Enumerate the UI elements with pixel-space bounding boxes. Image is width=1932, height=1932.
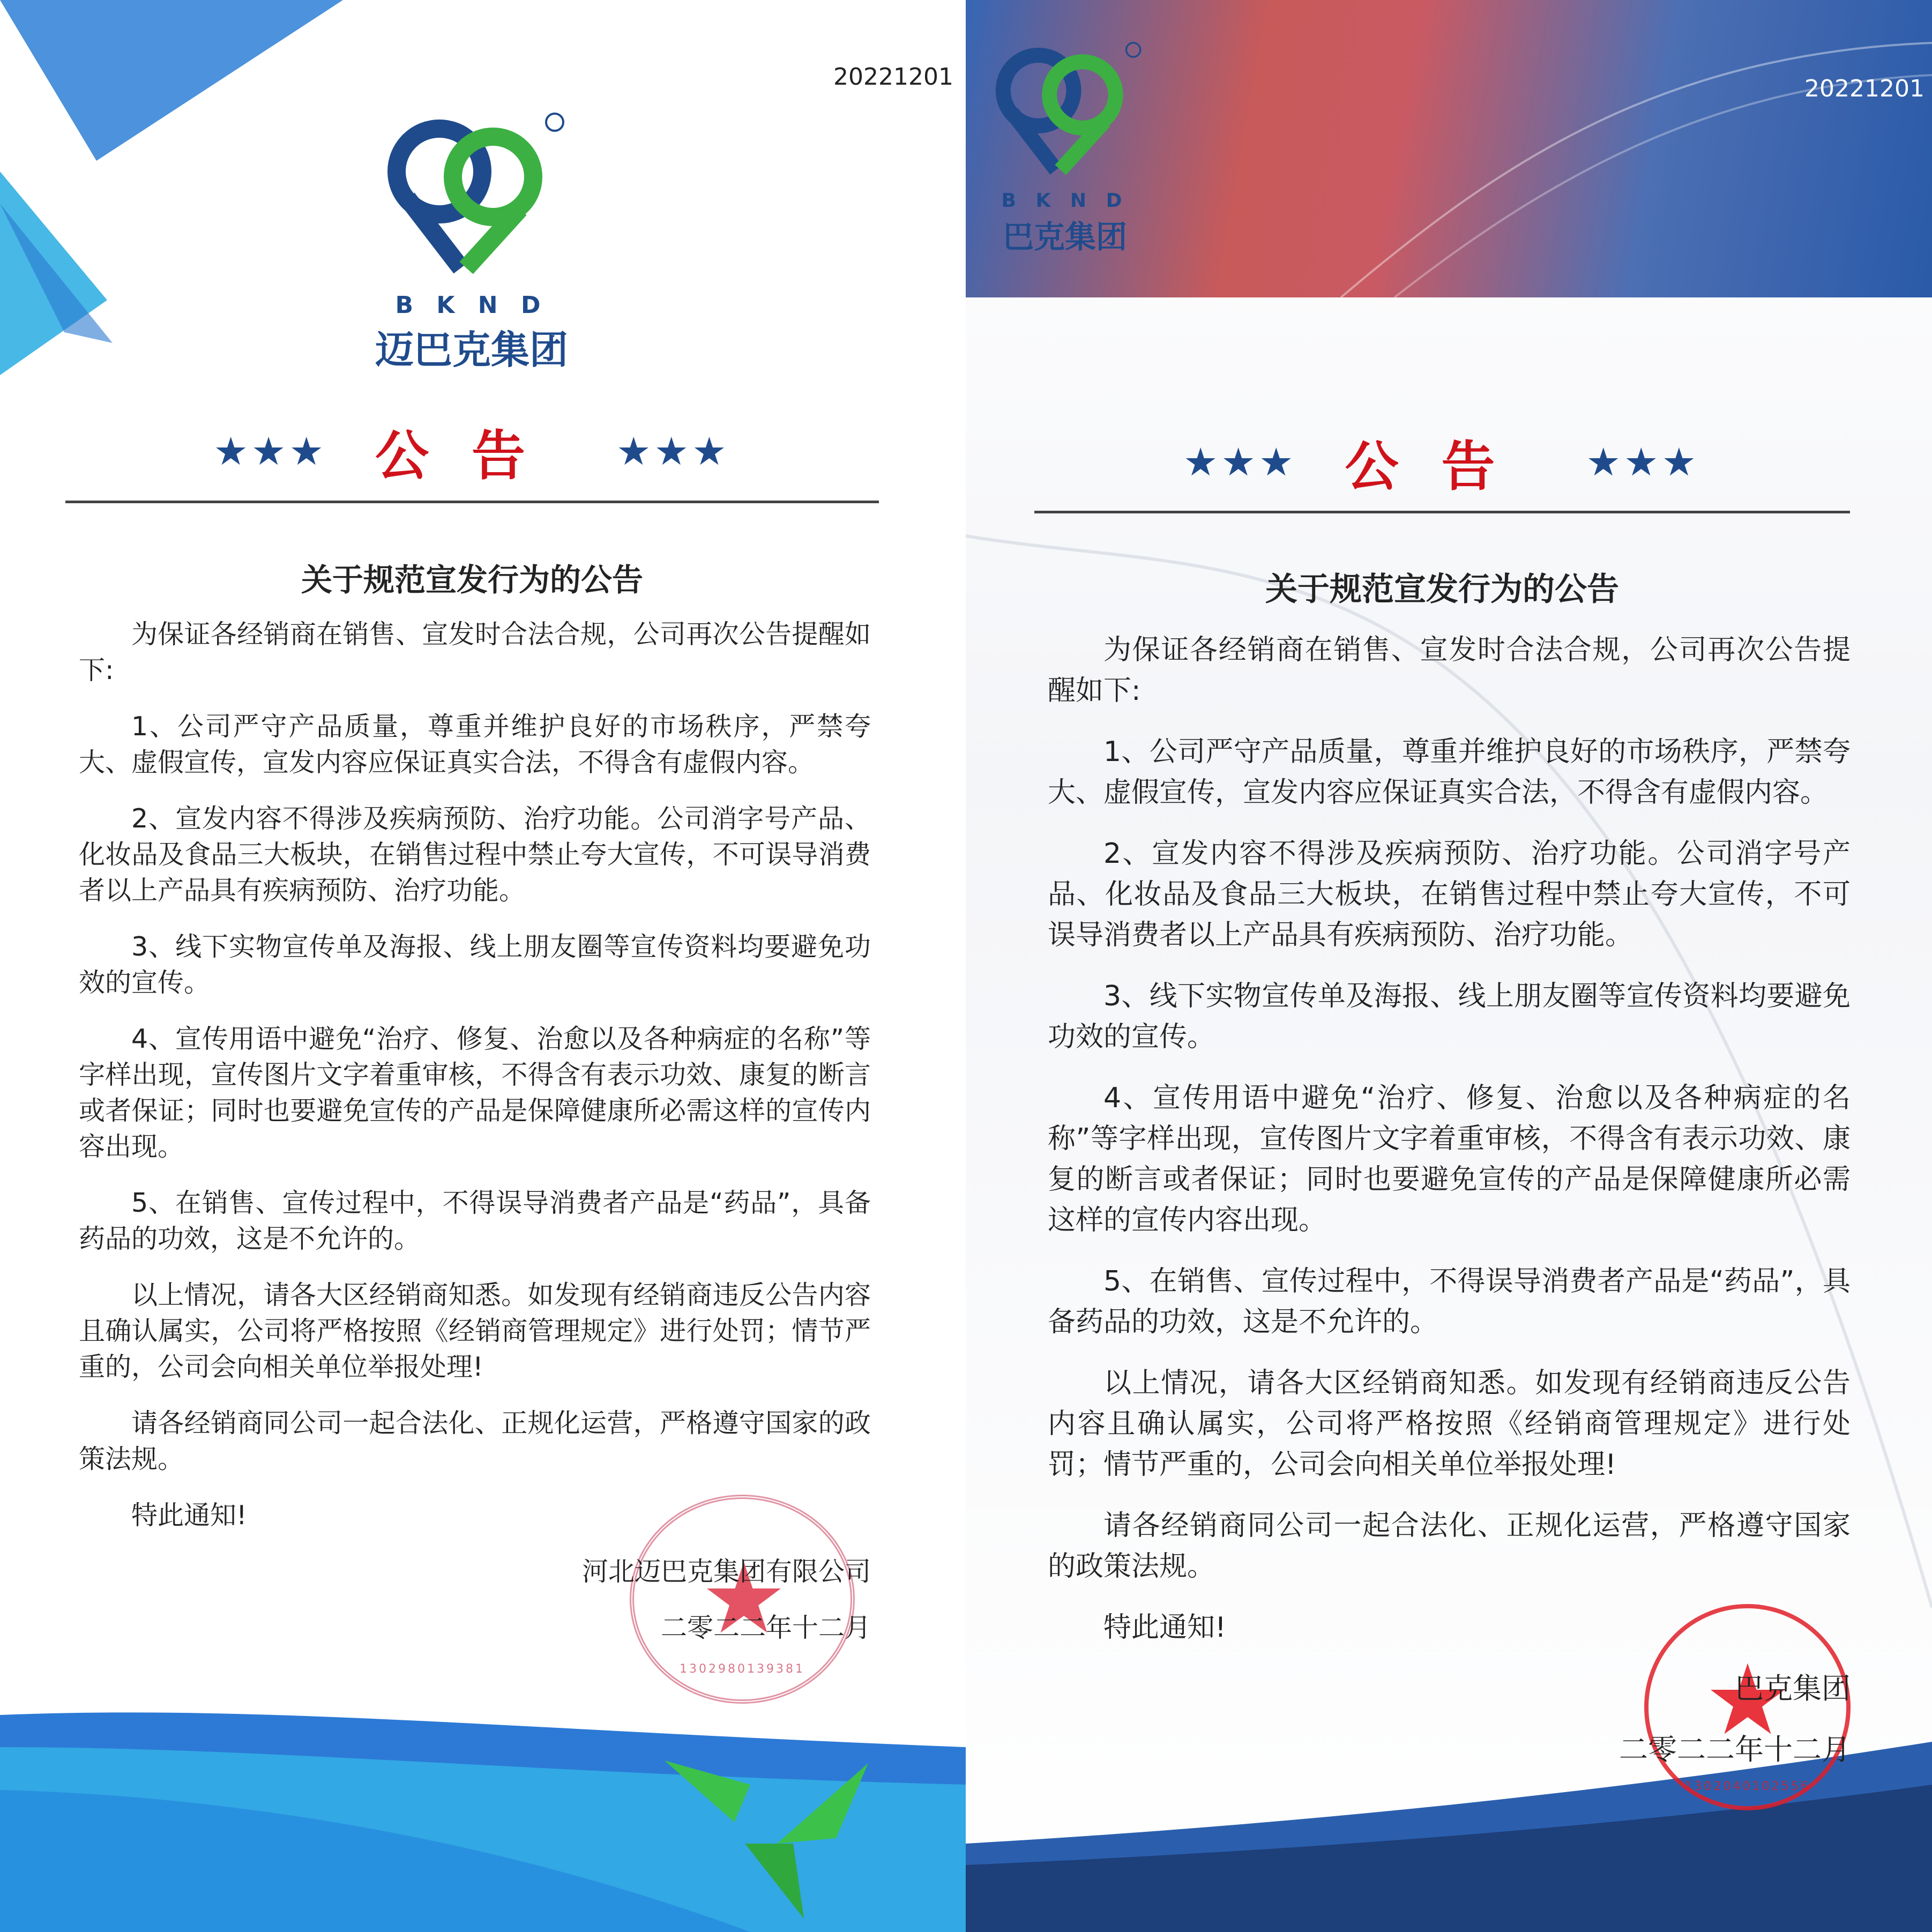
logo-letters: B K N D bbox=[1001, 190, 1129, 212]
paragraph: 请各经销商同公司一起合法化、正规化运营，严格遵守国家的政策法规。 bbox=[1048, 1510, 1851, 1583]
paragraph: 为保证各经销商在销售、宣发时合法合规，公司再次公告提醒如下: bbox=[79, 619, 871, 685]
notice-title: 关于规范宣发行为的公告 bbox=[301, 562, 643, 598]
notice-body bbox=[1048, 630, 1851, 1791]
logo-mark-icon bbox=[984, 38, 1145, 188]
header-divider bbox=[1034, 511, 1850, 513]
notice-body bbox=[79, 616, 871, 1676]
seal-number: 1302040102556 bbox=[1684, 1780, 1810, 1793]
header-divider bbox=[65, 501, 879, 503]
paragraph: 3、线下实物宣传单及海报、线上朋友圈等宣传资料均要避免功效的宣传。 bbox=[79, 931, 871, 998]
notice-header bbox=[1033, 423, 1850, 501]
paragraph: 2、宣发内容不得涉及疾病预防、治疗功能。公司消字号产品、化妆品及食品三大板块，在销售过程中禁止夸大宣传，不可误导消费者以上产品具有疾病预防、治疗功能。 bbox=[79, 803, 871, 906]
paragraph: 为保证各经销商在销售、宣发时合法合规，公司再次公告提醒如下: bbox=[1048, 634, 1851, 707]
paragraph: 特此通知! bbox=[131, 1500, 247, 1531]
signature-block bbox=[1048, 1668, 1851, 1793]
paragraph: 2、宣发内容不得涉及疾病预防、治疗功能。公司消字号产品、化妆品及食品三大板块，在销售过程中禁止夸大宣传，不可误导消费者以上产品具有疾病预防、治疗功能。 bbox=[1048, 838, 1851, 951]
signature-block bbox=[79, 1554, 871, 1676]
logo-mark-icon bbox=[375, 107, 568, 289]
paragraph: 1、公司严守产品质量，尊重并维护良好的市场秩序，严禁夸大、虚假宣传，宣发内容应保证真实合法，不得含有虚假内容。 bbox=[1048, 736, 1851, 809]
signature-date: 二零二二年十二月 bbox=[1619, 1733, 1851, 1766]
header-label: 公告 bbox=[375, 424, 568, 487]
signature-company: 河北迈巴克集团有限公司 bbox=[581, 1556, 871, 1587]
logo-letters: B K N D bbox=[395, 292, 548, 319]
company-logo bbox=[375, 107, 568, 375]
signature-date: 二零二二年十二月 bbox=[660, 1613, 871, 1643]
paragraph: 4、宣传用语中避免“治疗、修复、治愈以及各种病症的名称”等字样出现，宣传图片文字着重审核，不得含有表示功效、康复的断言或者保证；同时也要避免宣传的产品是保障健康所必需这样的宣传内容出现。 bbox=[79, 1024, 871, 1162]
paragraph: 4、宣传用语中避免“治疗、修复、治愈以及各种病症的名称”等字样出现，宣传图片文字着重审核，不得含有表示功效、康复的断言或者保证；同时也要避免宣传的产品是保障健康所必需这样的宣传内容出现。 bbox=[1048, 1082, 1851, 1236]
paragraph: 1、公司严守产品质量，尊重并维护良好的市场秩序，严禁夸大、虚假宣传，宣发内容应保证真实合法，不得含有虚假内容。 bbox=[79, 711, 871, 778]
paragraph: 5、在销售、宣传过程中，不得误导消费者产品是“药品”，具备药品的功效，这是不允许的。 bbox=[79, 1188, 871, 1254]
notice-header bbox=[64, 413, 879, 490]
stars-right-icon: ★★★ bbox=[1586, 439, 1700, 484]
company-logo bbox=[984, 38, 1145, 257]
paragraph: 特此通知! bbox=[1103, 1612, 1226, 1644]
notice-title: 关于规范宣发行为的公告 bbox=[1265, 571, 1619, 608]
paragraph: 3、线下实物宣传单及海报、线上朋友圈等宣传资料均要避免功效的宣传。 bbox=[1048, 980, 1851, 1053]
stars-left-icon: ★★★ bbox=[213, 429, 327, 474]
stars-right-icon: ★★★ bbox=[616, 429, 730, 474]
paragraph: 以上情况，请各大区经销商知悉。如发现有经销商违反公告内容且确认属实，公司将严格按照《经销商管理规定》进行处罚；情节严重的，公司会向相关单位举报处理! bbox=[79, 1280, 871, 1382]
paragraph: 5、在销售、宣传过程中，不得误导消费者产品是“药品”，具备药品的功效，这是不允许的。 bbox=[1048, 1265, 1851, 1338]
header-label: 公告 bbox=[1345, 435, 1538, 498]
paragraph: 以上情况，请各大区经销商知悉。如发现有经销商违反公告内容且确认属实，公司将严格按照《经销商管理规定》进行处罚；情节严重的，公司会向相关单位举报处理! bbox=[1048, 1367, 1851, 1481]
paragraph: 请各经销商同公司一起合法化、正规化运营，严格遵守国家的政策法规。 bbox=[79, 1408, 871, 1474]
notice-right bbox=[966, 0, 1932, 1932]
notice-date: 20221201 bbox=[1804, 75, 1924, 102]
logo-name: 巴克集团 bbox=[1002, 219, 1127, 255]
notice-date: 20221201 bbox=[833, 63, 953, 91]
signature-company: 巴克集团 bbox=[1735, 1672, 1851, 1705]
stars-left-icon: ★★★ bbox=[1183, 439, 1297, 484]
seal-number: 1302980139381 bbox=[680, 1662, 805, 1676]
logo-name: 迈巴克集团 bbox=[375, 327, 569, 372]
